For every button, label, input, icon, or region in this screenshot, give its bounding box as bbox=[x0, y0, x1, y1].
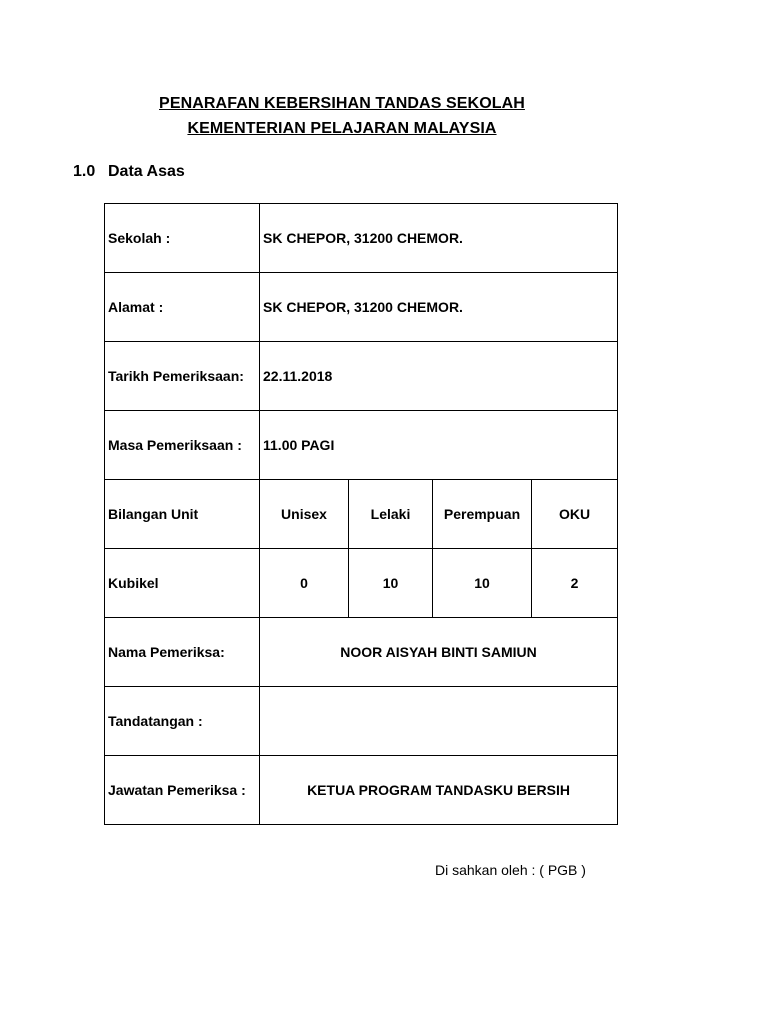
sekolah-value: SK CHEPOR, 31200 CHEMOR. bbox=[260, 204, 618, 273]
kubikel-unisex: 0 bbox=[260, 549, 349, 618]
tarikh-value: 22.11.2018 bbox=[260, 342, 618, 411]
jawatan-value: KETUA PROGRAM TANDASKU BERSIH bbox=[260, 756, 618, 825]
unit-header-lelaki: Lelaki bbox=[349, 480, 433, 549]
table-row-masa bbox=[105, 411, 618, 480]
sekolah-label: Sekolah : bbox=[105, 204, 260, 273]
section-number: 1.0 bbox=[73, 163, 96, 180]
document-title: PENARAFAN KEBERSIHAN TANDAS SEKOLAH bbox=[159, 95, 525, 112]
kubikel-lelaki: 10 bbox=[349, 549, 433, 618]
alamat-label: Alamat : bbox=[105, 273, 260, 342]
table-row-kubikel bbox=[105, 549, 618, 618]
nama-label: Nama Pemeriksa: bbox=[105, 618, 260, 687]
unit-label: Bilangan Unit bbox=[105, 480, 260, 549]
table-row-tarikh bbox=[105, 342, 618, 411]
nama-value: NOOR AISYAH BINTI SAMIUN bbox=[260, 618, 618, 687]
data-table bbox=[104, 203, 618, 825]
signature-field bbox=[260, 687, 618, 756]
table-row-nama bbox=[105, 618, 618, 687]
table-row-tandatangan bbox=[105, 687, 618, 756]
kubikel-perempuan: 10 bbox=[433, 549, 532, 618]
kubikel-label: Kubikel bbox=[105, 549, 260, 618]
tandatangan-label: Tandatangan : bbox=[105, 687, 260, 756]
table-row-sekolah bbox=[105, 204, 618, 273]
kubikel-oku: 2 bbox=[532, 549, 618, 618]
verified-by-text: Di sahkan oleh : ( PGB ) bbox=[435, 862, 586, 878]
section-title: Data Asas bbox=[108, 163, 185, 180]
masa-label: Masa Pemeriksaan : bbox=[105, 411, 260, 480]
unit-header-oku: OKU bbox=[532, 480, 618, 549]
alamat-value: SK CHEPOR, 31200 CHEMOR. bbox=[260, 273, 618, 342]
tarikh-label: Tarikh Pemeriksaan: bbox=[105, 342, 260, 411]
unit-header-unisex: Unisex bbox=[260, 480, 349, 549]
document-subtitle: KEMENTERIAN PELAJARAN MALAYSIA bbox=[187, 120, 497, 137]
unit-header-perempuan: Perempuan bbox=[433, 480, 532, 549]
jawatan-label: Jawatan Pemeriksa : bbox=[105, 756, 260, 825]
masa-value: 11.00 PAGI bbox=[260, 411, 618, 480]
table-row-jawatan bbox=[105, 756, 618, 825]
table-row-alamat bbox=[105, 273, 618, 342]
section-heading bbox=[73, 163, 185, 181]
table-row-unit bbox=[105, 480, 618, 549]
